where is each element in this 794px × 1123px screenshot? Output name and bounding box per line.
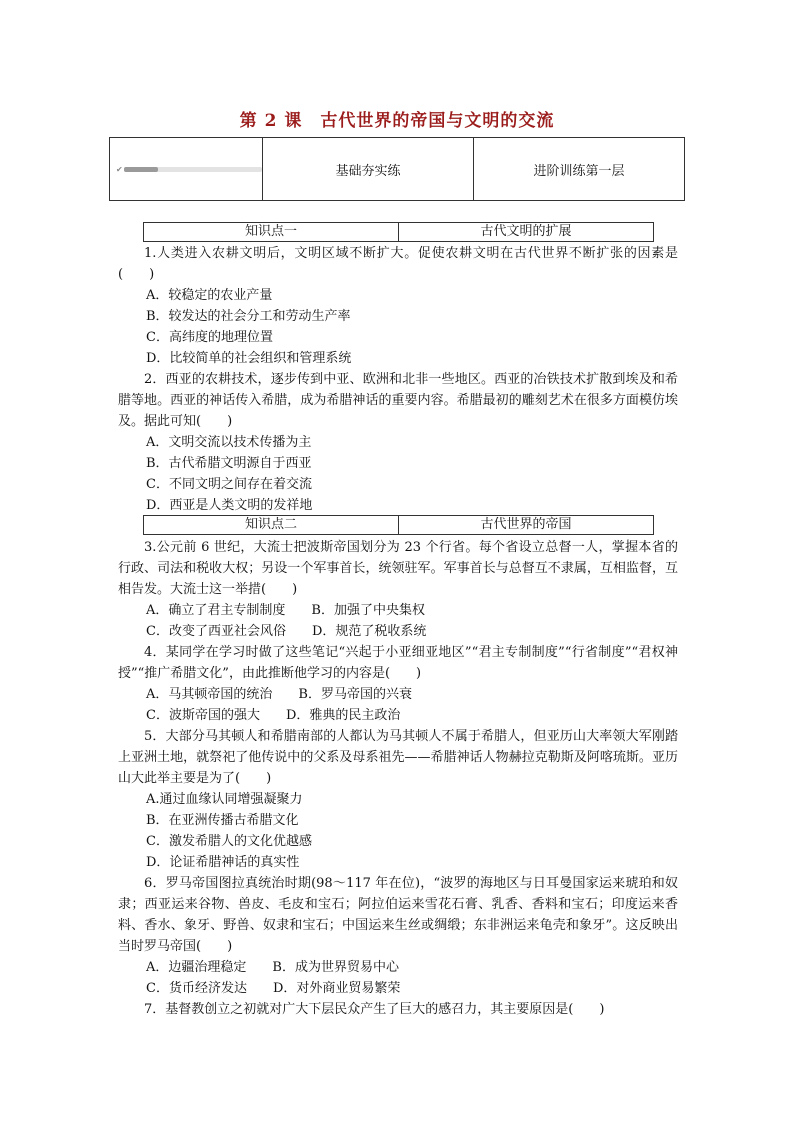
q1-option-a: A．较稳定的农业产量 bbox=[146, 288, 273, 303]
question-2: 2．西亚的农耕技术，逐步传到中亚、欧洲和北非一些地区。西亚的冶铁技术扩散到埃及和希腊等地。西亚的神话传入希腊，成为希腊神话的重要内容。希腊最初的雕刻艺术在很多方面模仿埃及。据此可知( ) bbox=[118, 372, 678, 429]
question-1: 1.人类进入农耕文明后，文明区域不断扩大。促使农耕文明在古代世界不断扩张的因素是( ) bbox=[118, 246, 678, 282]
kp2-label: 知识点二 bbox=[144, 516, 399, 534]
question-5: 5．大部分马其顿人和希腊南部的人都认为马其顿人不属于希腊人，但亚历山大率领大军刚踏上亚洲土地，就祭祀了他传说中的父系及母系祖先——希腊神话人物赫拉克勒斯及阿喀琉斯。亚历山大此举主要是为了( ) bbox=[118, 729, 678, 786]
q1-option-b: B．较发达的社会分工和劳动生产率 bbox=[146, 309, 351, 324]
q3-options-cd: C．改变了西亚社会风俗 D．规范了税收系统 bbox=[146, 624, 427, 639]
section-2 bbox=[118, 537, 678, 1020]
q2-option-c: C．不同文明之间存在着交流 bbox=[146, 477, 312, 492]
question-4: 4．某同学在学习时做了这些笔记“兴起于小亚细亚地区”“君主专制制度”“行省制度”“君权神授”“推广希腊文化”，由此推断他学习的内容是( ) bbox=[118, 645, 678, 681]
q5-option-a: A.通过血缘认同增强凝聚力 bbox=[146, 792, 303, 807]
q5-option-d: D．论证希腊神话的真实性 bbox=[146, 855, 300, 870]
kp2-topic: 古代世界的帝国 bbox=[480, 517, 572, 532]
q2-option-a: A．文明交流以技术传播为主 bbox=[146, 435, 312, 450]
header-table bbox=[109, 137, 685, 201]
header-col2: 基础夯实练 bbox=[263, 138, 474, 200]
q2-option-d: D．西亚是人类文明的发祥地 bbox=[146, 498, 313, 513]
q1-option-d: D．比较简单的社会组织和管理系统 bbox=[146, 351, 352, 366]
knowledge-point-2 bbox=[143, 515, 654, 535]
kp1-label: 知识点一 bbox=[144, 223, 399, 241]
q2-option-b: B．古代希腊文明源自于西亚 bbox=[146, 456, 312, 471]
check-icon: ✔ bbox=[116, 164, 123, 174]
section-1 bbox=[118, 243, 678, 516]
q4-options-cd: C．波斯帝国的强大 D．雅典的民主政治 bbox=[146, 708, 401, 723]
question-7: 7．基督教创立之初就对广大下层民众产生了巨大的感召力，其主要原因是( ) bbox=[144, 1002, 605, 1017]
knowledge-point-1 bbox=[143, 222, 654, 242]
q6-options-cd: C．货币经济发达 D．对外商业贸易繁荣 bbox=[146, 981, 401, 996]
q1-option-c: C．高纬度的地理位置 bbox=[146, 330, 273, 345]
progress-cell bbox=[110, 138, 263, 200]
kp1-topic: 古代文明的扩展 bbox=[480, 224, 572, 239]
header-col3: 进阶训练第一层 bbox=[533, 163, 625, 179]
q5-option-b: B．在亚洲传播古希腊文化 bbox=[146, 813, 299, 828]
question-3: 3.公元前 6 世纪，大流士把波斯帝国划分为 23 个行省。每个省设立总督一人，掌握本省的行政、司法和税收大权；另设一个军事首长，统领驻军。军事首长与总督互不隶属，互相监督，互相告发。大流士这一举措( ) bbox=[118, 540, 678, 597]
q5-option-c: C．激发希腊人的文化优越感 bbox=[146, 834, 312, 849]
question-6: 6．罗马帝国图拉真统治时期(98～117 年在位)，“波罗的海地区与日耳曼国家运来琥珀和奴隶；西亚运来谷物、兽皮、毛皮和宝石；阿拉伯运来雪花石膏、乳香、香料和宝石；印度运来香料、香水、象牙、野兽、奴隶和宝石；中国运来生丝或绸缎；东非洲运来龟壳和象牙”。这反映出当时罗马帝国( ) bbox=[118, 876, 678, 954]
q3-options-ab: A．确立了君主专制制度 B．加强了中央集权 bbox=[146, 603, 425, 618]
q4-options-ab: A．马其顿帝国的统治 B．罗马帝国的兴衰 bbox=[146, 687, 412, 702]
q6-options-ab: A．边疆治理稳定 B．成为世界贸易中心 bbox=[146, 960, 399, 975]
page-title: 第 2 课 古代世界的帝国与文明的交流 bbox=[239, 111, 555, 131]
progress-bar bbox=[124, 167, 262, 172]
progress-fill bbox=[124, 167, 159, 172]
